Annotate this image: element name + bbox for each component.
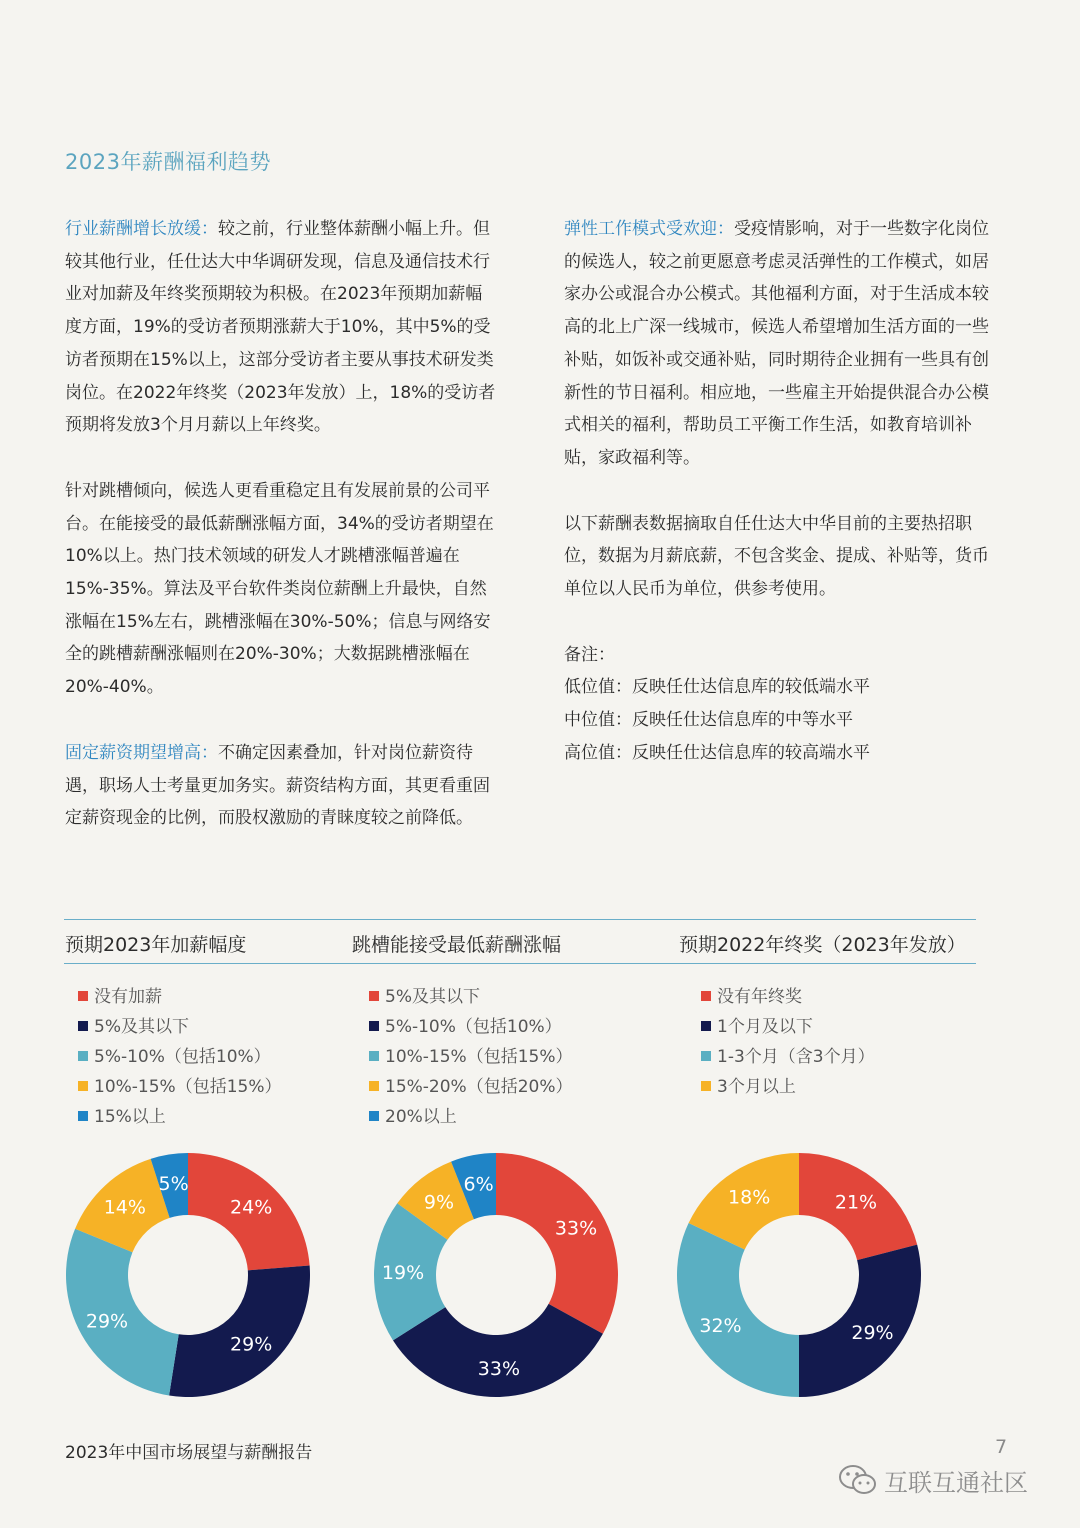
- legend-label: 10%-15%（包括15%）: [94, 1077, 282, 1097]
- legend-swatch: [701, 1021, 711, 1031]
- legend-item: [369, 1072, 573, 1102]
- charts-bottom-divider: [64, 963, 976, 964]
- donut-slice-label: 29%: [230, 1333, 273, 1356]
- donut-slice-label: 6%: [463, 1173, 494, 1196]
- donut-slice-label: 29%: [851, 1322, 894, 1345]
- donut-slice: [799, 1245, 921, 1397]
- text-data-source: 以下薪酬表数据摘取自任仕达大中华目前的主要热招职位，数据为月薪底薪，不包含奖金、提成、补贴等，货币单位以人民币为单位，供参考使用。: [564, 513, 989, 600]
- donut-slice-label: 32%: [699, 1314, 742, 1337]
- legend-item: [78, 982, 282, 1012]
- paragraph-fixed-salary: [65, 737, 497, 835]
- donut-slice-label: 29%: [85, 1310, 129, 1333]
- right-text-column: [564, 213, 1004, 770]
- paragraph-salary-growth: [65, 213, 497, 442]
- donut-slice-label: 5%: [158, 1173, 189, 1196]
- donut-slice: [496, 1153, 618, 1334]
- paragraph-data-source: [564, 508, 1004, 606]
- highlight-salary-growth: 行业薪酬增长放缓：: [65, 219, 218, 239]
- text-salary-growth: 较之前，行业整体薪酬小幅上升。但较其他行业，任仕达大中华调研发现，信息及通信技术行业对加薪及年终奖预期较为积极。在2023年预期加薪幅度方面，19%的受访者预期涨薪大于10%，其中5%的受访者预期在15%以上，这部分受访者主要从事技术研发类岗位。在2022年终奖（2023年发放）上，18%的受访者预期将发放3个月月薪以上年终奖。: [65, 219, 496, 436]
- chart-legend-bonus: [701, 982, 875, 1102]
- legend-label: 5%及其以下: [385, 987, 480, 1007]
- notes-title: 备注：: [564, 644, 615, 665]
- note-mid: 中位值：反映任仕达信息库的中等水平: [564, 710, 853, 731]
- chart-title-job-hop: 跳槽能接受最低薪酬涨幅: [352, 934, 562, 956]
- donut-slice-label: 18%: [728, 1186, 771, 1209]
- legend-item: [369, 982, 573, 1012]
- donut-slice-label: 14%: [103, 1196, 146, 1219]
- wechat-icon: [838, 1463, 878, 1497]
- legend-label: 10%-15%（包括15%）: [385, 1047, 573, 1067]
- legend-item: [78, 1102, 282, 1132]
- legend-swatch: [701, 1081, 711, 1091]
- donut-slice-label: 9%: [423, 1191, 455, 1214]
- legend-swatch: [701, 1051, 711, 1061]
- donut-slice: [169, 1266, 310, 1397]
- legend-item: [701, 1042, 875, 1072]
- chart-legend-raise: [78, 982, 282, 1132]
- legend-item: [701, 1012, 875, 1042]
- watermark-text: 互联互通社区: [884, 1468, 1028, 1497]
- legend-label: 3个月以上: [717, 1077, 796, 1097]
- legend-label: 1个月及以下: [717, 1017, 813, 1037]
- text-flexible-work: 受疫情影响，对于一些数字化岗位的候选人，较之前更愿意考虑灵活弹性的工作模式，如居家办公或混合办公模式。其他福利方面，对于生活成本较高的北上广深一线城市，候选人希望增加生活方面的一些补贴，如饭补或交通补贴，同时期待企业拥有一些具有创新性的节日福利。相应地，一些雇主开始提供混合办公模式相关的福利，帮助员工平衡工作生活，如教育培训补贴，家政福利等。: [564, 219, 989, 468]
- legend-label: 15%以上: [94, 1107, 166, 1127]
- donut-slice-label: 19%: [381, 1262, 425, 1285]
- paragraph-job-hopping: [65, 475, 497, 704]
- paragraph-flexible-work: [564, 213, 1004, 475]
- note-high: 高位值：反映任仕达信息库的较高端水平: [564, 742, 870, 763]
- legend-swatch: [78, 1051, 88, 1061]
- donut-slice: [677, 1223, 799, 1397]
- left-text-column: [65, 213, 497, 835]
- legend-label: 20%以上: [385, 1107, 457, 1127]
- chart-legend-job-hop: [369, 982, 573, 1132]
- legend-label: 5%-10%（包括10%）: [94, 1047, 271, 1067]
- legend-label: 1-3个月（含3个月）: [717, 1047, 875, 1067]
- legend-item: [78, 1072, 282, 1102]
- donut-slice-label: 33%: [477, 1357, 521, 1380]
- text-job-hopping: 针对跳槽倾向，候选人更看重稳定且有发展前景的公司平台。在能接受的最低薪酬涨幅方面，34%的受访者期望在10%以上。热门技术领域的研发人才跳槽涨幅普遍在15%-35%。算法及平台软件类岗位薪酬上升最快，自然涨幅在15%左右，跳槽涨幅在30%-50%；信息与网络安全的跳槽薪酬涨幅则在20%-30%；大数据跳槽涨幅在20%-40%。: [65, 480, 494, 698]
- donut-slice-label: 21%: [834, 1191, 878, 1214]
- legend-item: [369, 1012, 573, 1042]
- legend-swatch: [369, 1111, 379, 1121]
- legend-item: [701, 982, 875, 1012]
- donut-slice-label: 33%: [554, 1217, 598, 1240]
- legend-label: 15%-20%（包括20%）: [385, 1077, 573, 1097]
- legend-item: [701, 1072, 875, 1102]
- footer-report-title: 2023年中国市场展望与薪酬报告: [65, 1443, 313, 1463]
- legend-item: [78, 1042, 282, 1072]
- page-number: 7: [995, 1436, 1008, 1458]
- donut-chart-bonus: [674, 1150, 924, 1404]
- donut-chart-raise: [63, 1150, 313, 1404]
- legend-swatch: [78, 1081, 88, 1091]
- legend-swatch: [369, 1051, 379, 1061]
- watermark: [838, 1462, 1028, 1498]
- legend-swatch: [369, 1021, 379, 1031]
- note-low: 低位值：反映任仕达信息库的较低端水平: [564, 677, 870, 698]
- legend-item: [369, 1102, 573, 1132]
- legend-item: [78, 1012, 282, 1042]
- legend-label: 5%及其以下: [94, 1017, 189, 1037]
- legend-swatch: [701, 991, 711, 1001]
- charts-top-divider: [64, 919, 976, 920]
- legend-swatch: [78, 1111, 88, 1121]
- chart-title-raise: 预期2023年加薪幅度: [65, 934, 247, 956]
- legend-swatch: [78, 991, 88, 1001]
- section-title: 2023年薪酬福利趋势: [65, 150, 271, 174]
- legend-label: 5%-10%（包括10%）: [385, 1017, 562, 1037]
- highlight-fixed-salary: 固定薪资期望增高：: [65, 742, 218, 763]
- highlight-flexible-work: 弹性工作模式受欢迎：: [564, 219, 734, 239]
- chart-title-bonus: 预期2022年终奖（2023年发放）: [679, 934, 966, 956]
- legend-label: 没有年终奖: [717, 987, 802, 1007]
- legend-swatch: [369, 991, 379, 1001]
- legend-swatch: [369, 1081, 379, 1091]
- text-fixed-salary: 不确定因素叠加，针对岗位薪资待遇，职场人士考量更加务实。薪资结构方面，其更看重固定薪资现金的比例，而股权激励的青睐度较之前降低。: [65, 742, 490, 829]
- donut-chart-job-hop: [371, 1150, 621, 1404]
- legend-item: [369, 1042, 573, 1072]
- donut-slice-label: 24%: [230, 1196, 273, 1219]
- legend-label: 没有加薪: [94, 987, 162, 1007]
- legend-swatch: [78, 1021, 88, 1031]
